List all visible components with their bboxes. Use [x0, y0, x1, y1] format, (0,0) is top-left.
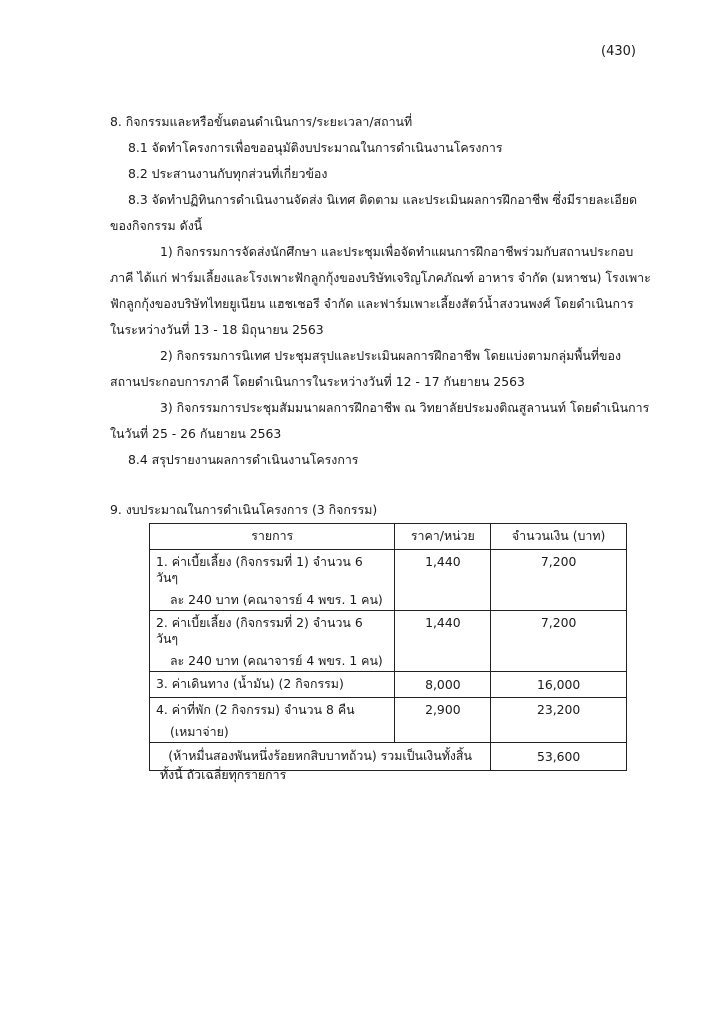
budget-table [149, 523, 627, 771]
row-amount: 23,200 [491, 698, 627, 743]
row-unit-price: 2,900 [395, 698, 491, 743]
activity-1-line3: ฟักลูกกุ้งของบริษัทไทยยูเนียน แฮชเชอรี จำกัด และฟาร์มเพาะเลี้ยงสัตว์น้ำสงวนพงศ์ โดยดำเนินการ [110, 296, 634, 311]
activity-1-line2: ภาคี ได้แก่ ฟาร์มเลี้ยงและโรงเพาะฟักลูกกุ้งของบริษัทเจริญโภคภัณฑ์ อาหาร จำกัด (มหาชน) โรงเพาะ [110, 270, 651, 285]
row-line2: ละ 240 บาท (คณาจารย์ 4 พขร. 1 คน) [170, 653, 383, 668]
activity-1-line4: ในระหว่างวันที่ 13 - 18 มิถุนายน 2563 [110, 322, 324, 337]
table-row [150, 550, 627, 611]
activity-3-line2: ในวันที่ 25 - 26 กันยายน 2563 [110, 426, 282, 441]
row-description [150, 550, 395, 611]
item-8-3-line2: ของกิจกรรม ดังนี้ [110, 218, 203, 233]
header-unit-price: ราคา/หน่วย [395, 524, 491, 550]
row-line1: 4. ค่าที่พัก (2 กิจกรรม) จำนวน 8 คืน [156, 702, 355, 717]
activity-2-line2: สถานประกอบการภาคี โดยดำเนินการในระหว่างวันที่ 12 - 17 กันยายน 2563 [110, 374, 525, 389]
row-unit-price: 1,440 [395, 550, 491, 611]
activity-1-line1: 1) กิจกรรมการจัดส่งนักศึกษา และประชุมเพื่อจัดทำแผนการฝึกอาชีพร่วมกับสถานประกอบ [160, 244, 634, 259]
row-amount: 16,000 [491, 672, 627, 698]
total-amount: 53,600 [491, 743, 627, 771]
item-8-1: 8.1 จัดทำโครงการเพื่อขออนุมัติงบประมาณในการดำเนินงานโครงการ [128, 140, 503, 155]
section-9-heading: 9. งบประมาณในการดำเนินโครงการ (3 กิจกรรม) [110, 502, 378, 517]
total-label: (ห้าหมื่นสองพันหนึ่งร้อยหกสิบบาทถ้วน) รวมเป็นเงินทั้งสิ้น [150, 743, 491, 771]
header-item: รายการ [150, 524, 395, 550]
row-amount: 7,200 [491, 550, 627, 611]
table-row [150, 611, 627, 672]
table-header-row [150, 524, 627, 550]
item-8-3-line1: 8.3 จัดทำปฏิทินการดำเนินงานจัดส่ง นิเทศ ติดตาม และประเมินผลการฝึกอาชีพ ซึ่งมีรายละเอียด [128, 192, 638, 207]
budget-note: ทั้งนี้ ถัวเฉลี่ยทุกรายการ [160, 767, 287, 782]
activity-3-line1: 3) กิจกรรมการประชุมสัมมนาผลการฝึกอาชีพ ณ วิทยาลัยประมงติณสูลานนท์ โดยดำเนินการ [160, 400, 650, 415]
page-number: (430) [601, 44, 636, 59]
row-unit-price: 1,440 [395, 611, 491, 672]
row-unit-price: 8,000 [395, 672, 491, 698]
row-line2: ละ 240 บาท (คณาจารย์ 4 พขร. 1 คน) [170, 592, 383, 607]
activity-2-line1: 2) กิจกรรมการนิเทศ ประชุมสรุปและประเมินผลการฝึกอาชีพ โดยแบ่งตามกลุ่มพื้นที่ของ [160, 348, 622, 363]
table-row [150, 672, 627, 698]
row-description [150, 611, 395, 672]
table-row [150, 698, 627, 743]
section-8-heading: 8. กิจกรรมและหรือขั้นตอนดำเนินการ/ระยะเวลา/สถานที่ [110, 114, 413, 129]
row-description: 3. ค่าเดินทาง (น้ำมัน) (2 กิจกรรม) [150, 672, 395, 698]
header-amount: จำนวนเงิน (บาท) [491, 524, 627, 550]
row-description [150, 698, 395, 743]
row-line1: 2. ค่าเบี้ยเลี้ยง (กิจกรรมที่ 2) จำนวน 6 วันๆ [156, 615, 363, 646]
row-amount: 7,200 [491, 611, 627, 672]
row-line2: (เหมาจ่าย) [170, 724, 229, 739]
row-line1: 1. ค่าเบี้ยเลี้ยง (กิจกรรมที่ 1) จำนวน 6 วันๆ [156, 554, 363, 585]
item-8-2: 8.2 ประสานงานกับทุกส่วนที่เกี่ยวข้อง [128, 166, 328, 181]
item-8-4: 8.4 สรุปรายงานผลการดำเนินงานโครงการ [128, 452, 359, 467]
